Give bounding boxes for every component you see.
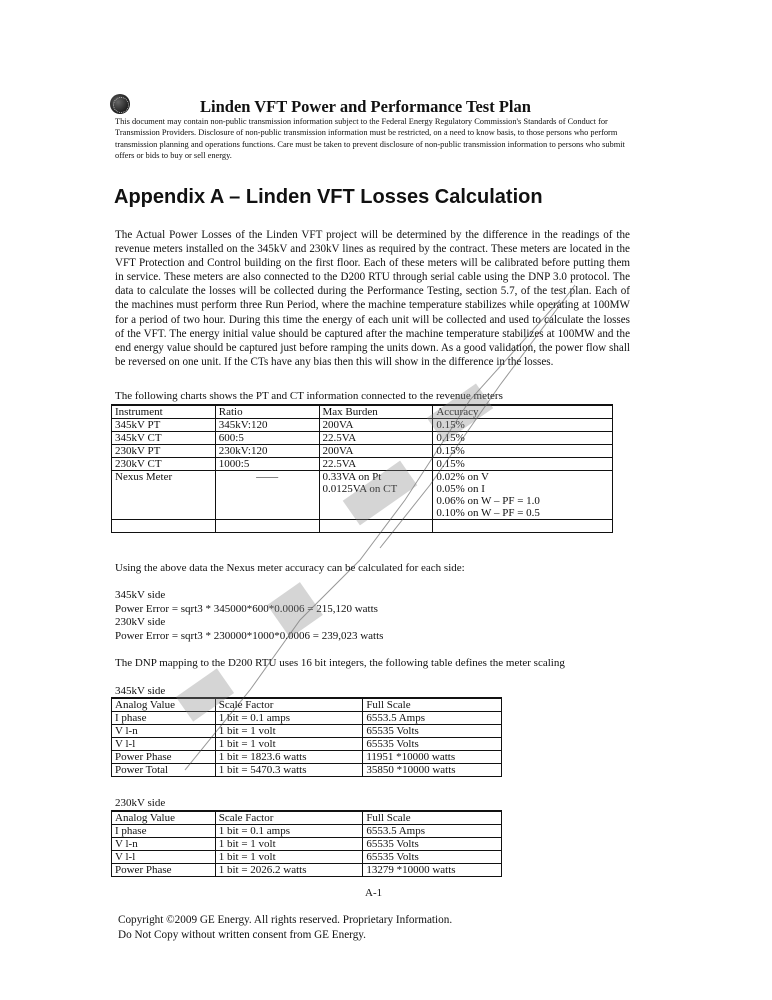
ratio-cell: 600:5 xyxy=(215,432,319,445)
table-label: 345kV side xyxy=(115,685,166,697)
full-scale-cell: 6553.5 Amps xyxy=(363,712,502,725)
confidentiality-notice: This document may contain non-public transmission information subject to the Federal Energy Regulatory Commission's Standards of Conduct for Transmission Providers. Disclosure of non-public transmission information must be restricted, on a need to know basis, to those persons who perform transmission planning and operations functions. Care must be taken to prevent disclosure of non-public transmission information to persons who submit offers or bids to buy or sell energy. xyxy=(115,117,625,160)
instrument-cell: 345kV CT xyxy=(112,432,216,445)
intro-paragraph: The Actual Power Losses of the Linden VFT project will be determined by the difference in the readings of the revenue meters installed on the 345kV and 230kV lines as required by the contract. These meters are located in the VFT Protection and Control building on the first floor. Each of these meters will be calibrated before putting them in service. These meters are also connected to the D200 RTU through serial cable using the DNP 3.0 protocol. The data to calculate the losses will be collected during the Performance Testing, section 5.7, of the test plan. Each of the machines must perform three Run Period, where the machine temperature stabilizes while operating at 100MW for a period of two hour. During this time the energy of each unit will be collected and used to calculate the losses of the VFT. The energy initial value should be captured after the machine temperature stabilizes at 100MW and the end energy value should be captured just before ramping the units down. As a good validation, the power flow shall be reversed on one unit. If the CTs have any bias then this will show in the difference in the losses. xyxy=(115,229,630,368)
burden-cell: 200VA xyxy=(319,445,433,458)
column-header: Max Burden xyxy=(319,405,433,419)
table-row xyxy=(112,864,502,877)
table-row xyxy=(112,751,502,764)
scale-cell: 1 bit = 1 volt xyxy=(215,838,363,851)
full-scale-cell: 6553.5 Amps xyxy=(363,825,502,838)
scale-cell: 1 bit = 1 volt xyxy=(215,738,363,751)
document-title: Linden VFT Power and Performance Test Plan xyxy=(200,97,531,116)
scale-cell: 1 bit = 1 volt xyxy=(215,725,363,738)
ratio-cell: 1000:5 xyxy=(215,458,319,471)
copyright-footer xyxy=(118,913,452,943)
table-row xyxy=(112,725,502,738)
table-row xyxy=(112,445,613,458)
accuracy-line: 0.02% on V xyxy=(436,471,490,483)
scale-cell: 1 bit = 2026.2 watts xyxy=(215,864,363,877)
column-header: Scale Factor xyxy=(215,698,363,712)
scale-cell: 1 bit = 0.1 amps xyxy=(215,712,363,725)
appendix-heading: Appendix A – Linden VFT Losses Calculation xyxy=(114,186,543,208)
full-scale-cell: 13279 *10000 watts xyxy=(363,864,502,877)
column-header: Analog Value xyxy=(112,698,216,712)
dnp-mapping-text: The DNP mapping to the D200 RTU uses 16 bit integers, the following table defines the meter scaling xyxy=(115,657,565,669)
analog-cell: Power Phase xyxy=(112,864,216,877)
column-header: Full Scale xyxy=(363,811,502,825)
scale-cell: 1 bit = 1823.6 watts xyxy=(215,751,363,764)
copyright-line: Do Not Copy without written consent from GE Energy. xyxy=(118,929,366,941)
burden-cell: 22.5VA xyxy=(319,458,433,471)
table-header-row xyxy=(112,405,613,419)
ge-logo xyxy=(110,94,130,114)
column-header: Accuracy xyxy=(433,405,613,419)
full-scale-cell: 11951 *10000 watts xyxy=(363,751,502,764)
full-scale-cell: 65535 Volts xyxy=(363,725,502,738)
column-header: Ratio xyxy=(215,405,319,419)
column-header: Full Scale xyxy=(363,698,502,712)
burden-line: 0.33VA on Pt xyxy=(322,471,382,483)
scaling-table-230kv xyxy=(111,810,502,877)
copyright-line: Copyright ©2009 GE Energy. All rights reserved. Proprietary Information. xyxy=(118,914,453,926)
table-row xyxy=(112,851,502,864)
accuracy-cell: 0.15% xyxy=(433,432,613,445)
table-header-row xyxy=(112,698,502,712)
accuracy-cell: 0.15% xyxy=(433,419,613,432)
accuracy-cell: 0.15% xyxy=(433,445,613,458)
scale-cell: 1 bit = 0.1 amps xyxy=(215,825,363,838)
pt-ct-table xyxy=(111,404,613,533)
instrument-cell: 345kV PT xyxy=(112,419,216,432)
full-scale-cell: 65535 Volts xyxy=(363,738,502,751)
analog-cell: V l-n xyxy=(112,838,216,851)
table-row xyxy=(112,825,502,838)
table-row xyxy=(112,764,502,777)
table-row xyxy=(112,471,613,520)
burden-cell xyxy=(319,471,433,520)
full-scale-cell: 35850 *10000 watts xyxy=(363,764,502,777)
accuracy-cell xyxy=(433,471,613,520)
table-row xyxy=(112,838,502,851)
side-label: 230kV side xyxy=(115,616,166,628)
pt-ct-caption: The following charts shows the PT and CT information connected to the revenue meters xyxy=(115,390,503,402)
power-error-formula: Power Error = sqrt3 * 230000*1000*0.0006 = 239,023 watts xyxy=(115,630,384,642)
burden-cell: 22.5VA xyxy=(319,432,433,445)
calc-intro: Using the above data the Nexus meter accuracy can be calculated for each side: xyxy=(115,562,465,574)
full-scale-cell: 65535 Volts xyxy=(363,851,502,864)
scale-cell: 1 bit = 1 volt xyxy=(215,851,363,864)
table-row xyxy=(112,432,613,445)
table-row-empty xyxy=(112,520,613,533)
page-number: A-1 xyxy=(365,887,383,899)
ratio-cell: 230kV:120 xyxy=(215,445,319,458)
analog-cell: V l-n xyxy=(112,725,216,738)
table-header-row xyxy=(112,811,502,825)
accuracy-line: 0.06% on W – PF = 1.0 xyxy=(436,495,540,507)
accuracy-line: 0.05% on I xyxy=(436,483,485,495)
table-row xyxy=(112,419,613,432)
analog-cell: V l-l xyxy=(112,851,216,864)
instrument-cell: 230kV PT xyxy=(112,445,216,458)
side-label: 345kV side xyxy=(115,589,166,601)
accuracy-cell: 0.15% xyxy=(433,458,613,471)
column-header: Instrument xyxy=(112,405,216,419)
analog-cell: V l-l xyxy=(112,738,216,751)
instrument-cell: Nexus Meter xyxy=(112,471,216,520)
instrument-cell: 230kV CT xyxy=(112,458,216,471)
ratio-cell: —— xyxy=(215,471,319,520)
analog-cell: I phase xyxy=(112,825,216,838)
accuracy-line: 0.10% on W – PF = 0.5 xyxy=(436,507,540,519)
table-row xyxy=(112,738,502,751)
column-header: Analog Value xyxy=(112,811,216,825)
analog-cell: Power Phase xyxy=(112,751,216,764)
burden-cell: 200VA xyxy=(319,419,433,432)
scale-cell: 1 bit = 5470.3 watts xyxy=(215,764,363,777)
column-header: Scale Factor xyxy=(215,811,363,825)
analog-cell: I phase xyxy=(112,712,216,725)
table-row xyxy=(112,712,502,725)
analog-cell: Power Total xyxy=(112,764,216,777)
power-error-formula: Power Error = sqrt3 * 345000*600*0.0006 = 215,120 watts xyxy=(115,603,378,615)
ratio-cell: 345kV:120 xyxy=(215,419,319,432)
table-row xyxy=(112,458,613,471)
table-label: 230kV side xyxy=(115,797,166,809)
full-scale-cell: 65535 Volts xyxy=(363,838,502,851)
burden-line: 0.0125VA on CT xyxy=(322,483,398,495)
scaling-table-345kv xyxy=(111,697,502,777)
